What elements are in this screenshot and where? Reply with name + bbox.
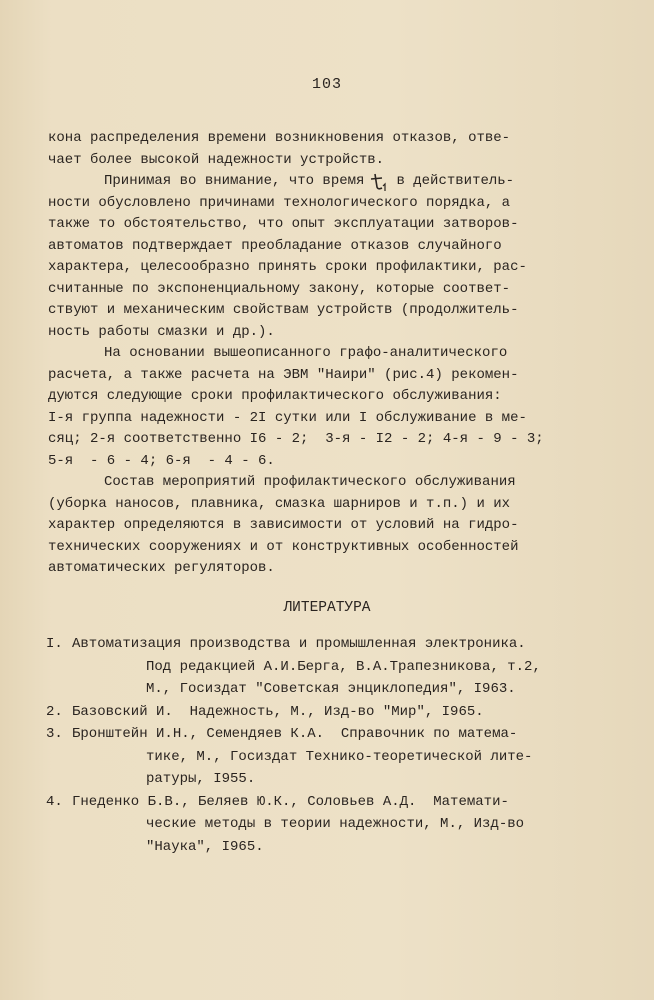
text-line: считанные по экспоненциальному закону, которые соответ- (48, 280, 511, 297)
reference-text: Базовский И. Надежность, М., Изд-во "Мир", I965. (72, 703, 484, 720)
text-line: ность работы смазки и др.). (48, 323, 275, 340)
reference-text: тике, М., Госиздат Технико-теоретической лите- (146, 748, 533, 765)
text-line: (уборка наносов, плавника, смазка шарниров и т.п.) и их (48, 495, 511, 512)
reference-text: ческие методы в теории надежности, М., Изд-во (146, 816, 525, 832)
reference-text: ратуры, I955. (146, 771, 256, 787)
reference-number: 4. (46, 793, 63, 810)
reference-text: М., Госиздат "Советская энциклопедия", I963. (146, 681, 516, 697)
text-line: ности обусловлено причинами технологического порядка, а (48, 194, 511, 211)
reference-item (46, 701, 576, 724)
references-list (46, 633, 576, 858)
text-fragment: в действитель- (396, 173, 515, 189)
text-line: I-я группа надежности - 2I сутки или I обслуживание в ме- (48, 409, 527, 426)
reference-text: Гнеденко Б.В., Беляев Ю.К., Соловьев А.Д. Математи- (72, 793, 509, 810)
text-line: характер определяются в зависимости от условий на гидро- (48, 517, 519, 533)
reference-number: 2. (46, 703, 63, 720)
text-line: сяц; 2-я соответственно I6 - 2; 3-я - I2 - 2; 4-я - 9 - 3; (48, 431, 544, 447)
text-line: также то обстоятельство, что опыт эксплуатации затворов- (48, 216, 519, 232)
reference-text: Бронштейн И.Н., Семендяев К.А. Справочник по матема- (72, 726, 518, 742)
text-line: 5-я - 6 - 4; 6-я - 4 - 6. (48, 452, 275, 469)
references-title: ЛИТЕРАТУРА (283, 600, 371, 616)
text-line: автоматических регуляторов. (48, 560, 275, 576)
text-line: расчета, а также расчета на ЭВМ "Наири" (рис.4) рекомен- (48, 366, 519, 383)
text-fragment: Принимая во внимание, что время (104, 173, 365, 189)
reference-number: I. (46, 636, 63, 652)
reference-text: "Наука", I965. (146, 838, 264, 855)
text-line: кона распределения времени возникновения отказов, отве- (48, 130, 511, 146)
reference-item (46, 633, 576, 701)
text-line: чает более высокой надежности устройств. (48, 151, 385, 168)
reference-item (46, 723, 576, 791)
text-line: технических сооружениях и от конструктивных особенностей (48, 538, 519, 555)
reference-text: Автоматизация производства и промышленная электроника. (72, 636, 526, 652)
text-line: На основании вышеописанного графо-аналитического (104, 345, 508, 361)
handwritten-t1-symbol (368, 171, 392, 192)
reference-text: Под редакцией А.И.Берга, В.А.Трапезникова, т.2, (146, 658, 541, 675)
text-line: характера, целесообразно принять сроки профилактики, рас- (48, 259, 527, 275)
text-line: Состав мероприятий профилактического обслуживания (104, 474, 516, 490)
page-number: 103 (311, 76, 342, 93)
text-line: автоматов подтверждает преобладание отказов случайного (48, 237, 502, 254)
text-line: ствуют и механическим свойствам устройств (продолжитель- (48, 302, 519, 318)
text-line: дуются следующие сроки профилактического обслуживания: (48, 388, 502, 404)
body-text (48, 128, 548, 580)
reference-number: 3. (46, 726, 63, 742)
reference-item (46, 791, 576, 859)
text-line (48, 171, 548, 193)
